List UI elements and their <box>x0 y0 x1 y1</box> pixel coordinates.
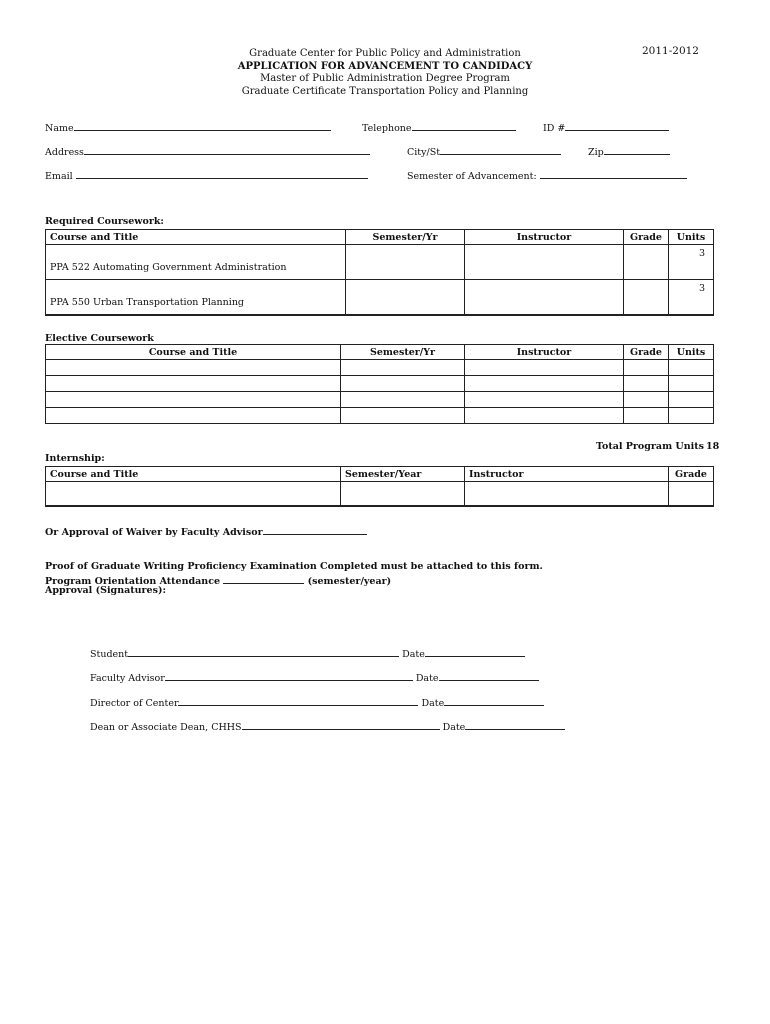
zip-field[interactable] <box>588 144 670 159</box>
table-row[interactable] <box>46 408 714 424</box>
semester-cell[interactable] <box>341 392 465 408</box>
semester-advancement-field[interactable] <box>407 168 687 183</box>
form-year: 2011-2012 <box>642 45 699 57</box>
date-label: Date <box>402 649 425 660</box>
semester-cell[interactable] <box>341 482 465 507</box>
table-row <box>46 245 714 280</box>
waiver-label: Or Approval of Waiver by Faculty Advisor <box>45 527 263 538</box>
director-signature-label: Director of Center <box>90 698 179 709</box>
column-header: Units <box>669 230 714 245</box>
grade-cell[interactable] <box>669 482 714 507</box>
address-field[interactable] <box>45 144 370 159</box>
grade-cell[interactable] <box>624 392 669 408</box>
column-header: Units <box>669 345 714 360</box>
column-header: Instructor <box>465 230 624 245</box>
column-header: Course and Title <box>46 230 346 245</box>
director-signature-field[interactable] <box>90 695 544 710</box>
proof-notice: Proof of Graduate Writing Proficiency Examination Completed must be attached to this form. <box>45 561 543 572</box>
semester-cell[interactable] <box>341 408 465 424</box>
required-coursework-title: Required Coursework: <box>45 216 164 227</box>
course-cell[interactable] <box>46 408 341 424</box>
column-header: Grade <box>624 230 669 245</box>
table-header-row <box>46 230 714 245</box>
address-label: Address <box>45 147 84 158</box>
column-header: Semester/Year <box>341 467 465 482</box>
dean-signature-field[interactable] <box>90 719 565 734</box>
semester-advancement-label: Semester of Advancement: <box>407 171 537 182</box>
name-label: Name <box>45 123 74 134</box>
email-field[interactable] <box>45 168 368 183</box>
instructor-cell[interactable] <box>465 245 624 280</box>
column-header: Course and Title <box>46 345 341 360</box>
telephone-field[interactable] <box>362 120 516 135</box>
column-header: Semester/Yr <box>341 345 465 360</box>
table-row[interactable] <box>46 482 714 507</box>
instructor-cell[interactable] <box>465 360 624 376</box>
elective-coursework-title: Elective Coursework <box>45 333 154 344</box>
column-header: Instructor <box>465 467 669 482</box>
id-field[interactable] <box>543 120 669 135</box>
header-program: Master of Public Administration Degree Program <box>260 73 510 84</box>
elective-coursework-table <box>45 344 714 424</box>
table-row[interactable] <box>46 392 714 408</box>
city-label: City/St <box>407 147 441 158</box>
column-header: Course and Title <box>46 467 341 482</box>
instructor-cell[interactable] <box>465 482 669 507</box>
advisor-signature-label: Faculty Advisor <box>90 673 165 684</box>
date-label: Date <box>421 698 445 709</box>
units-cell[interactable] <box>669 392 714 408</box>
city-field[interactable] <box>407 144 561 159</box>
id-label: ID # <box>543 123 566 134</box>
instructor-cell[interactable] <box>465 376 624 392</box>
column-header: Grade <box>624 345 669 360</box>
instructor-cell[interactable] <box>465 392 624 408</box>
internship-title: Internship: <box>45 453 105 464</box>
course-cell: PPA 550 Urban Transportation Planning <box>46 280 346 316</box>
required-coursework-table <box>45 229 714 316</box>
grade-cell[interactable] <box>624 245 669 280</box>
course-cell[interactable] <box>46 360 341 376</box>
zip-label: Zip <box>588 147 604 158</box>
total-units-label: Total Program Units <box>596 441 704 452</box>
table-header-row <box>46 467 714 482</box>
column-header: Grade <box>669 467 714 482</box>
grade-cell[interactable] <box>624 376 669 392</box>
units-cell: 3 <box>669 280 714 316</box>
semester-cell[interactable] <box>341 376 465 392</box>
semester-cell[interactable] <box>341 360 465 376</box>
approval-title: Approval (Signatures): <box>45 585 166 596</box>
orientation-label: Program Orientation Attendance <box>45 576 221 587</box>
internship-table <box>45 466 714 507</box>
column-header: Semester/Yr <box>346 230 465 245</box>
table-row[interactable] <box>46 360 714 376</box>
student-signature-field[interactable] <box>90 646 525 661</box>
column-header: Instructor <box>465 345 624 360</box>
table-row[interactable] <box>46 376 714 392</box>
student-signature-label: Student <box>90 649 129 660</box>
course-cell[interactable] <box>46 392 341 408</box>
table-row <box>46 280 714 316</box>
course-cell: PPA 522 Automating Government Administration <box>46 245 346 280</box>
instructor-cell[interactable] <box>465 408 624 424</box>
course-cell[interactable] <box>46 376 341 392</box>
table-header-row <box>46 345 714 360</box>
header-certificate: Graduate Certificate Transportation Policy and Planning <box>241 86 529 97</box>
units-cell[interactable] <box>669 408 714 424</box>
page-title: APPLICATION FOR ADVANCEMENT TO CANDIDACY <box>237 61 533 72</box>
grade-cell[interactable] <box>624 408 669 424</box>
name-field[interactable] <box>45 120 331 135</box>
date-label: Date <box>442 722 466 733</box>
email-label: Email <box>45 171 73 182</box>
units-cell[interactable] <box>669 360 714 376</box>
waiver-field[interactable] <box>45 524 367 539</box>
dean-signature-label: Dean or Associate Dean, CHHS <box>90 722 242 733</box>
units-cell: 3 <box>669 245 714 280</box>
orientation-suffix: (semester/year) <box>307 576 392 587</box>
advisor-signature-field[interactable] <box>90 670 539 685</box>
total-units-value: 18 <box>706 441 720 452</box>
header-org: Graduate Center for Public Policy and Administration <box>249 48 521 59</box>
date-label: Date <box>415 673 439 684</box>
instructor-cell[interactable] <box>465 280 624 316</box>
course-cell[interactable] <box>46 482 341 507</box>
units-cell[interactable] <box>669 376 714 392</box>
semester-cell[interactable] <box>346 245 465 280</box>
telephone-label: Telephone <box>362 123 412 134</box>
grade-cell[interactable] <box>624 360 669 376</box>
semester-cell[interactable] <box>346 280 465 316</box>
grade-cell[interactable] <box>624 280 669 316</box>
